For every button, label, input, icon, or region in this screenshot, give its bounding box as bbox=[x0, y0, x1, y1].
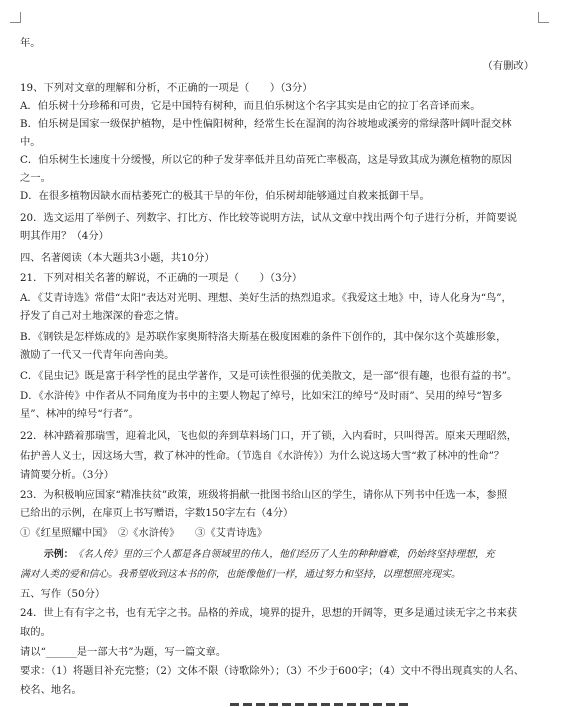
section-4-heading: 四、名著阅读（本大题共3小题，共10分） bbox=[20, 252, 215, 264]
cut-off-bottom-text bbox=[230, 700, 410, 707]
q21-option-a-cont: 抒发了自己对土地深深的眷恋之情。 bbox=[20, 310, 185, 322]
q21-option-b-cont: 激励了一代又一代青年向善向美。 bbox=[20, 349, 175, 361]
q23-book-options: ①《红星照耀中国》 ②《水浒传》 ③《艾青诗选》 bbox=[20, 527, 268, 539]
q21-option-b: B．《钢铁是怎样炼成的》是苏联作家奥斯特洛夫斯基在极度困难的条件下创作的，其中保尔这个英雄形象， bbox=[20, 331, 507, 343]
q20-stem-cont: 明其作用？（4分） bbox=[20, 230, 109, 242]
q23-example: 示例：《名人传》里的三个人都是各自领域里的伟人，他们经历了人生的种种磨难，仍始终坚持理想，充 bbox=[44, 549, 495, 560]
q19-option-c: C．伯乐树生长速度十分缓慢，所以它的种子发芽率低并且幼苗死亡率极高，这是导致其成为濒危植物的原因 bbox=[20, 154, 512, 166]
q21-option-c: C．《昆虫记》既是富于科学性的昆虫学著作，又是可读性很强的优美散文，是一部“很有趣，也很有益的书”。 bbox=[20, 370, 518, 382]
crop-mark-top-right bbox=[538, 12, 549, 23]
q23-example-cont: 满对人类的爱和信心。我希望收到这本书的你，也能像他们一样，通过努力和坚持，以理想照亮现实。 bbox=[20, 569, 461, 580]
q22-stem-cont: 佑护善人义士，因这场大雪，救了林冲的性命。（节选自《水浒传》）为什么说这场大雪“救了林冲的性命”？ bbox=[20, 450, 505, 462]
q20-stem: 20．选文运用了举例子、列数字、打比方、作比较等说明方法，试从文章中找出两个句子进行分析，并简要说 bbox=[20, 212, 518, 224]
section-5-heading: 五、写作（50分） bbox=[20, 588, 106, 600]
q24-stem-cont: 取的。 bbox=[20, 626, 51, 638]
q19-option-d: D．在很多植物因缺水而枯萎死亡的极其干旱的年份，伯乐树却能够通过自救来抵御干旱。 bbox=[20, 190, 430, 202]
text-line-prev-end: 年。 bbox=[20, 37, 41, 49]
q19-option-c-cont: 之一。 bbox=[20, 172, 51, 184]
q22-stem: 22．林冲踏着那瑞雪，迎着北风，飞也似的奔到草料场门口，开了锁，入内看时，只叫得苦。原来天理昭然， bbox=[20, 430, 518, 442]
q24-title-instruction: 请以“______是一部大书”为题，写一篇文章。 bbox=[20, 646, 227, 658]
q19-stem: 19、下列对文章的理解和分析，不正确的一项是（ ）（3分） bbox=[20, 82, 313, 94]
q24-requirements-cont: 校名、地名。 bbox=[20, 684, 82, 696]
crop-mark-top-left bbox=[10, 12, 21, 23]
q19-option-b-cont: 中。 bbox=[20, 136, 41, 148]
q21-stem: 21．下列对相关名著的解说，不正确的一项是（ ）（3分） bbox=[20, 272, 303, 284]
source-note: （有删改） bbox=[482, 60, 534, 72]
q22-stem-end: 请简要分析。（3分） bbox=[20, 469, 115, 481]
example-label: 示例： bbox=[44, 549, 74, 560]
q19-option-a: A．伯乐树十分珍稀和可贵，它是中国特有树种，而且伯乐树这个名字其实是由它的拉丁名音译而来。 bbox=[20, 100, 481, 112]
q23-stem: 23．为积极响应国家“精准扶贫”政策，班级将捐献一批图书给山区的学生，请你从下列书中任选一本，参照 bbox=[20, 489, 507, 501]
q23-stem-cont: 已给出的示例，在扉页上书写赠语，字数150字左右（4分） bbox=[20, 507, 294, 519]
q21-option-d-cont: 星”、林冲的绰号“行者”。 bbox=[20, 408, 139, 420]
q19-option-b: B．伯乐树是国家一级保护植物，是中性偏阳树种，经常生长在湿润的沟谷坡地或溪旁的常绿落叶阔叶混交林 bbox=[20, 118, 512, 130]
q21-option-d: D．《水浒传》中作者从不同角度为书中的主要人物起了绰号，比如宋江的绰号“及时雨”、吴用的绰号“智多 bbox=[20, 390, 503, 402]
q21-option-a: A．《艾青诗选》常借“太阳”表达对光明、理想、美好生活的热烈追求。《我爱这土地》中，诗人化身为“鸟”， bbox=[20, 292, 512, 304]
q24-stem: 24．世上有有字之书，也有无字之书。品格的养成，境界的提升，思想的开阔等，更多是通过读无字之书来获 bbox=[20, 607, 518, 619]
q24-requirements: 要求：（1）将题目补充完整；（2）文体不限（诗歌除外）；（3）不少于600字；（4）文中不得出现真实的人名、 bbox=[20, 665, 525, 677]
